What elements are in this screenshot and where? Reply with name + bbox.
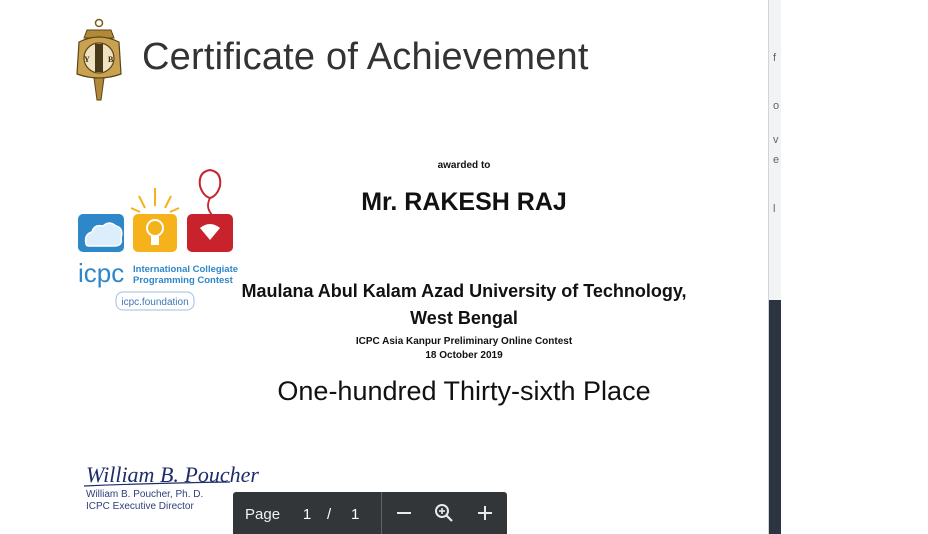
placement-text: One-hundred Thirty-sixth Place [277,376,651,406]
gutter-snippet: l [773,203,776,215]
gutter-snippet: f [773,52,777,64]
page-label: Page [245,506,281,523]
side-panel-dark-region [769,300,781,534]
fit-zoom-icon[interactable] [432,501,456,525]
page-separator: / [327,506,332,523]
certificate-title: Certificate of Achievement [142,36,589,78]
signer-role: ICPC Executive Director [86,501,194,512]
signer-name: William B. Poucher, Ph. D. [86,489,204,500]
ybb-seal-logo [74,18,124,102]
svg-text:William B. Poucher: William B. Poucher [86,462,259,487]
gutter-snippet: o [773,100,780,112]
contest-info [0,335,928,363]
icpc-line1: International Collegiate [133,264,239,275]
toolbar-divider [381,492,382,534]
gutter-snippet: v [773,134,779,146]
signer-block [86,489,203,513]
svg-text:Y: Y [84,55,90,64]
zoom-out-button[interactable] [392,501,416,525]
recipient-name: Mr. RAKESH RAJ [361,188,567,216]
awarded-to-label: awarded to [437,160,491,171]
contest-name: ICPC Asia Kanpur Preliminary Online Contest [355,336,573,347]
total-pages: 1 [351,506,360,523]
icpc-line2: Programming Contest [133,275,233,286]
zoom-in-button[interactable] [473,501,497,525]
contest-date: 18 October 2019 [425,350,503,361]
icpc-wordmark: icpc [78,258,125,288]
gutter-snippet: e [773,154,780,166]
icpc-foundation-label: icpc.foundation [121,297,189,308]
university-name: Maulana Abul Kalam Azad University of Technology, West Bengal [241,281,687,328]
side-panel-edge [768,0,781,534]
svg-text:B: B [108,55,114,64]
current-page-input[interactable]: 1 [302,506,312,523]
pdf-viewer-toolbar [233,492,507,534]
